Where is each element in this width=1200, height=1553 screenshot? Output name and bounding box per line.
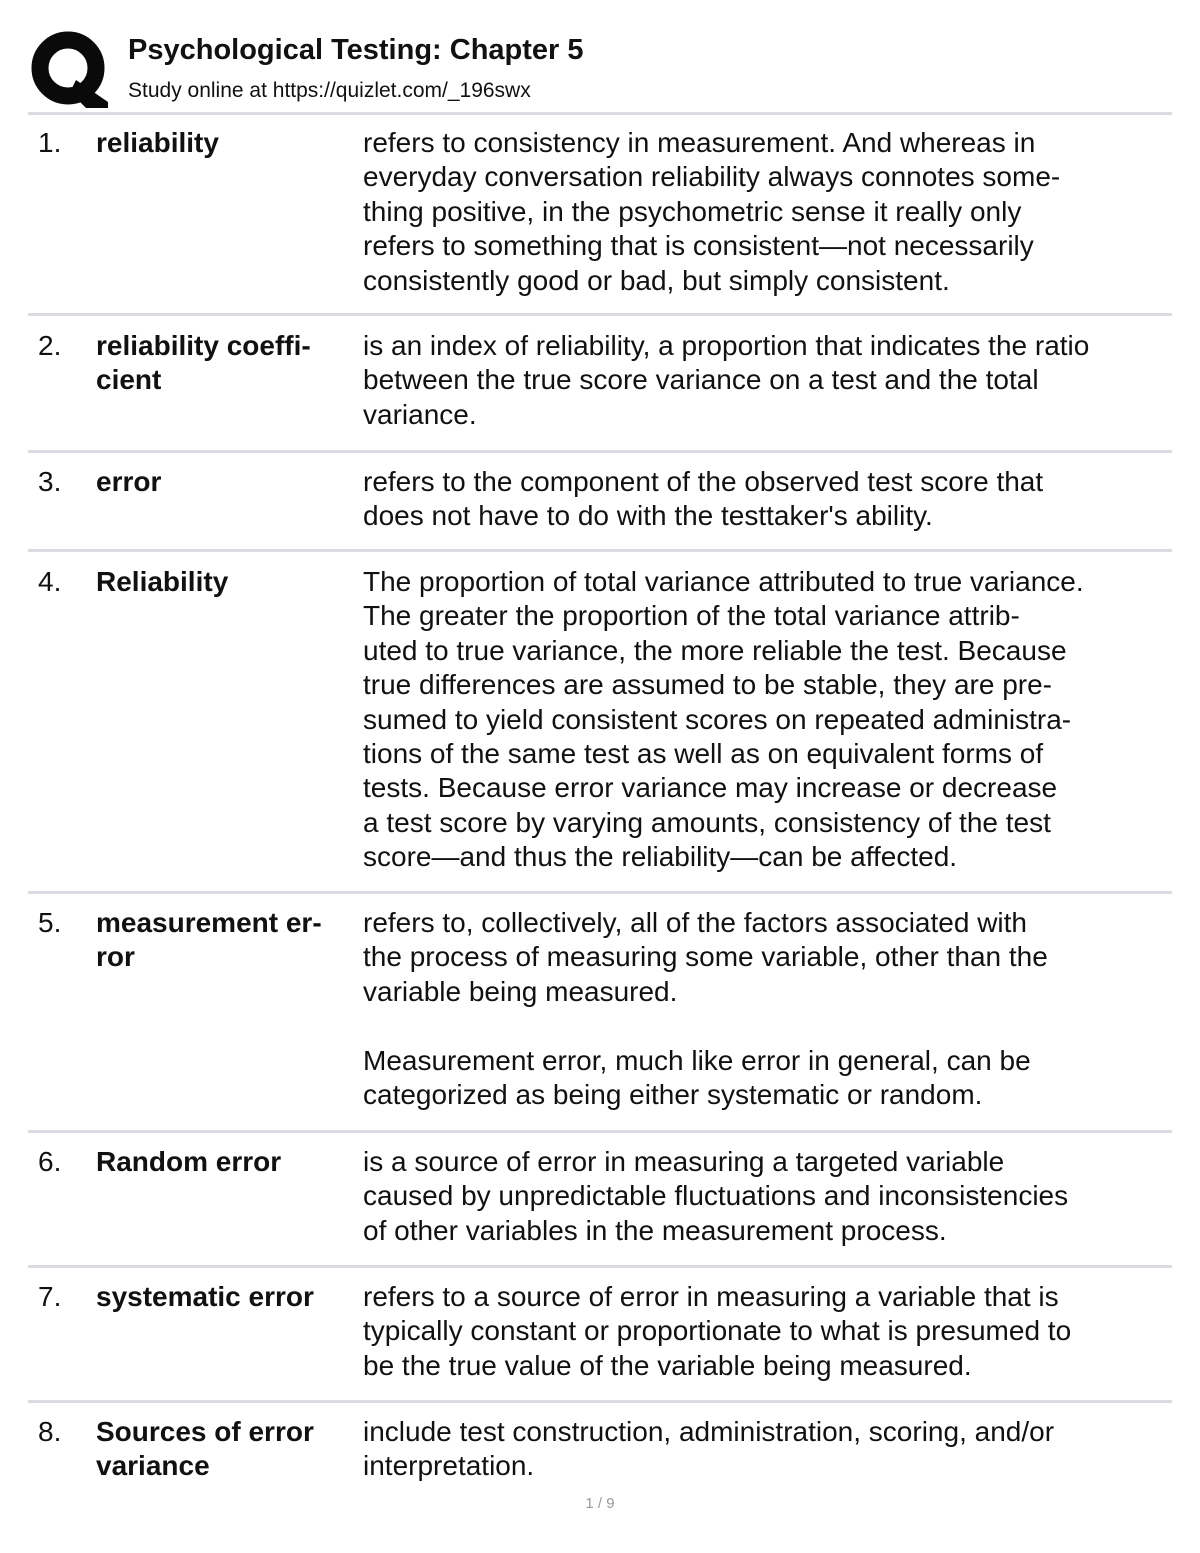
term-line: cient [96, 364, 162, 396]
page-title: Psychological Testing: Chapter 5 [128, 34, 584, 66]
definition-line: variance. [363, 398, 477, 430]
entry-number: 6. [38, 1146, 62, 1177]
definition-line: caused by unpredictable fluctuations and inconsistencies [363, 1180, 1069, 1212]
term-line: error [96, 466, 162, 497]
definition-line: refers to consistency in measurement. And whereas in [363, 127, 1036, 158]
term-line: reliability coeffi- [96, 330, 311, 361]
definition-line: uted to true variance, the more reliable the test. Because [363, 634, 1067, 666]
definition-line: sumed to yield consistent scores on repeated administra- [363, 703, 1072, 735]
entry-definition [363, 465, 1168, 534]
definition-line: interpretation. [363, 1450, 535, 1482]
definition-line: refers to a source of error in measuring a variable that is [363, 1281, 1059, 1312]
definition-line: variable being measured. [363, 975, 678, 1007]
divider [28, 1400, 1172, 1403]
definition-line: everyday conversation reliability always connotes some- [363, 161, 1061, 193]
term-line: Reliability [96, 566, 229, 597]
definition-line: refers to, collectively, all of the factors associated with [363, 907, 1027, 938]
term-line: measurement er- [96, 907, 322, 938]
divider [28, 891, 1172, 894]
definition-line: score—and thus the reliability—can be affected. [363, 841, 958, 873]
definition-line: tions of the same test as well as on equivalent forms of [363, 738, 1044, 770]
page-indicator: 1 / 9 [585, 1495, 615, 1512]
quizlet-q-logo-icon [30, 30, 108, 108]
divider [28, 1130, 1172, 1133]
term-line: Sources of error [96, 1416, 314, 1447]
entry-term [96, 565, 358, 599]
entry-definition [363, 1280, 1168, 1383]
definition-line: thing positive, in the psychometric sense it really only [363, 195, 1022, 227]
entry-term [96, 1145, 358, 1179]
entry-term [96, 329, 358, 398]
definition-line: include test construction, administration, scoring, and/or [363, 1416, 1055, 1447]
term-line: variance [96, 1450, 210, 1482]
definition-line: tests. Because error variance may increase or decrease [363, 772, 1058, 804]
entry-term [96, 1415, 358, 1484]
entry-number: 1. [38, 127, 62, 158]
term-line: systematic error [96, 1281, 314, 1312]
definition-line: be the true value of the variable being measured. [363, 1349, 972, 1381]
definition-line: The greater the proportion of the total variance attrib- [363, 600, 1020, 632]
entry-number: 3. [38, 466, 62, 497]
entry-number: 8. [38, 1416, 62, 1447]
definition-line: The proportion of total variance attributed to true variance. [363, 566, 1084, 597]
entry-definition [363, 1145, 1168, 1248]
entry-number: 5. [38, 907, 62, 938]
term-line: ror [96, 941, 135, 973]
definition-line: does not have to do with the testtaker's ability. [363, 500, 933, 532]
term-line: reliability [96, 127, 219, 158]
entry-term [96, 906, 358, 975]
divider [28, 313, 1172, 316]
entry-definition [363, 126, 1168, 298]
term-line: Random error [96, 1146, 282, 1177]
entry-definition [363, 329, 1168, 432]
definition-line: categorized as being either systematic or random. [363, 1079, 983, 1111]
definition-line: is a source of error in measuring a targeted variable [363, 1146, 1005, 1177]
entry-number: 2. [38, 330, 62, 361]
entry-definition [363, 565, 1168, 875]
divider [28, 450, 1172, 453]
entry-number: 4. [38, 566, 62, 597]
definition-line: Measurement error, much like error in general, can be [363, 1044, 1031, 1076]
entry-definition [363, 1415, 1168, 1484]
entry-term [96, 126, 358, 160]
definition-line: is an index of reliability, a proportion that indicates the ratio [363, 330, 1090, 361]
definition-line: typically constant or proportionate to what is presumed to [363, 1315, 1072, 1347]
definition-line: between the true score variance on a test and the total [363, 364, 1039, 396]
definition-line: a test score by varying amounts, consistency of the test [363, 806, 1051, 838]
definition-line: of other variables in the measurement process. [363, 1214, 947, 1246]
entry-term [96, 465, 358, 499]
entry-definition [363, 906, 1168, 1112]
divider [28, 1265, 1172, 1268]
definition-line: true differences are assumed to be stable, they are pre- [363, 669, 1052, 701]
definition-line: refers to the component of the observed test score that [363, 466, 1044, 497]
definition-line: the process of measuring some variable, other than the [363, 941, 1048, 973]
study-online-link[interactable]: Study online at https://quizlet.com/_196swx [128, 79, 531, 102]
definition-line: consistently good or bad, but simply consistent. [363, 264, 950, 296]
paragraph-gap [363, 1009, 1168, 1043]
entry-number: 7. [38, 1281, 62, 1312]
entry-term [96, 1280, 358, 1314]
definition-line: refers to something that is consistent—not necessarily [363, 230, 1034, 262]
page-header [30, 30, 1172, 112]
divider [28, 112, 1172, 115]
divider [28, 549, 1172, 552]
